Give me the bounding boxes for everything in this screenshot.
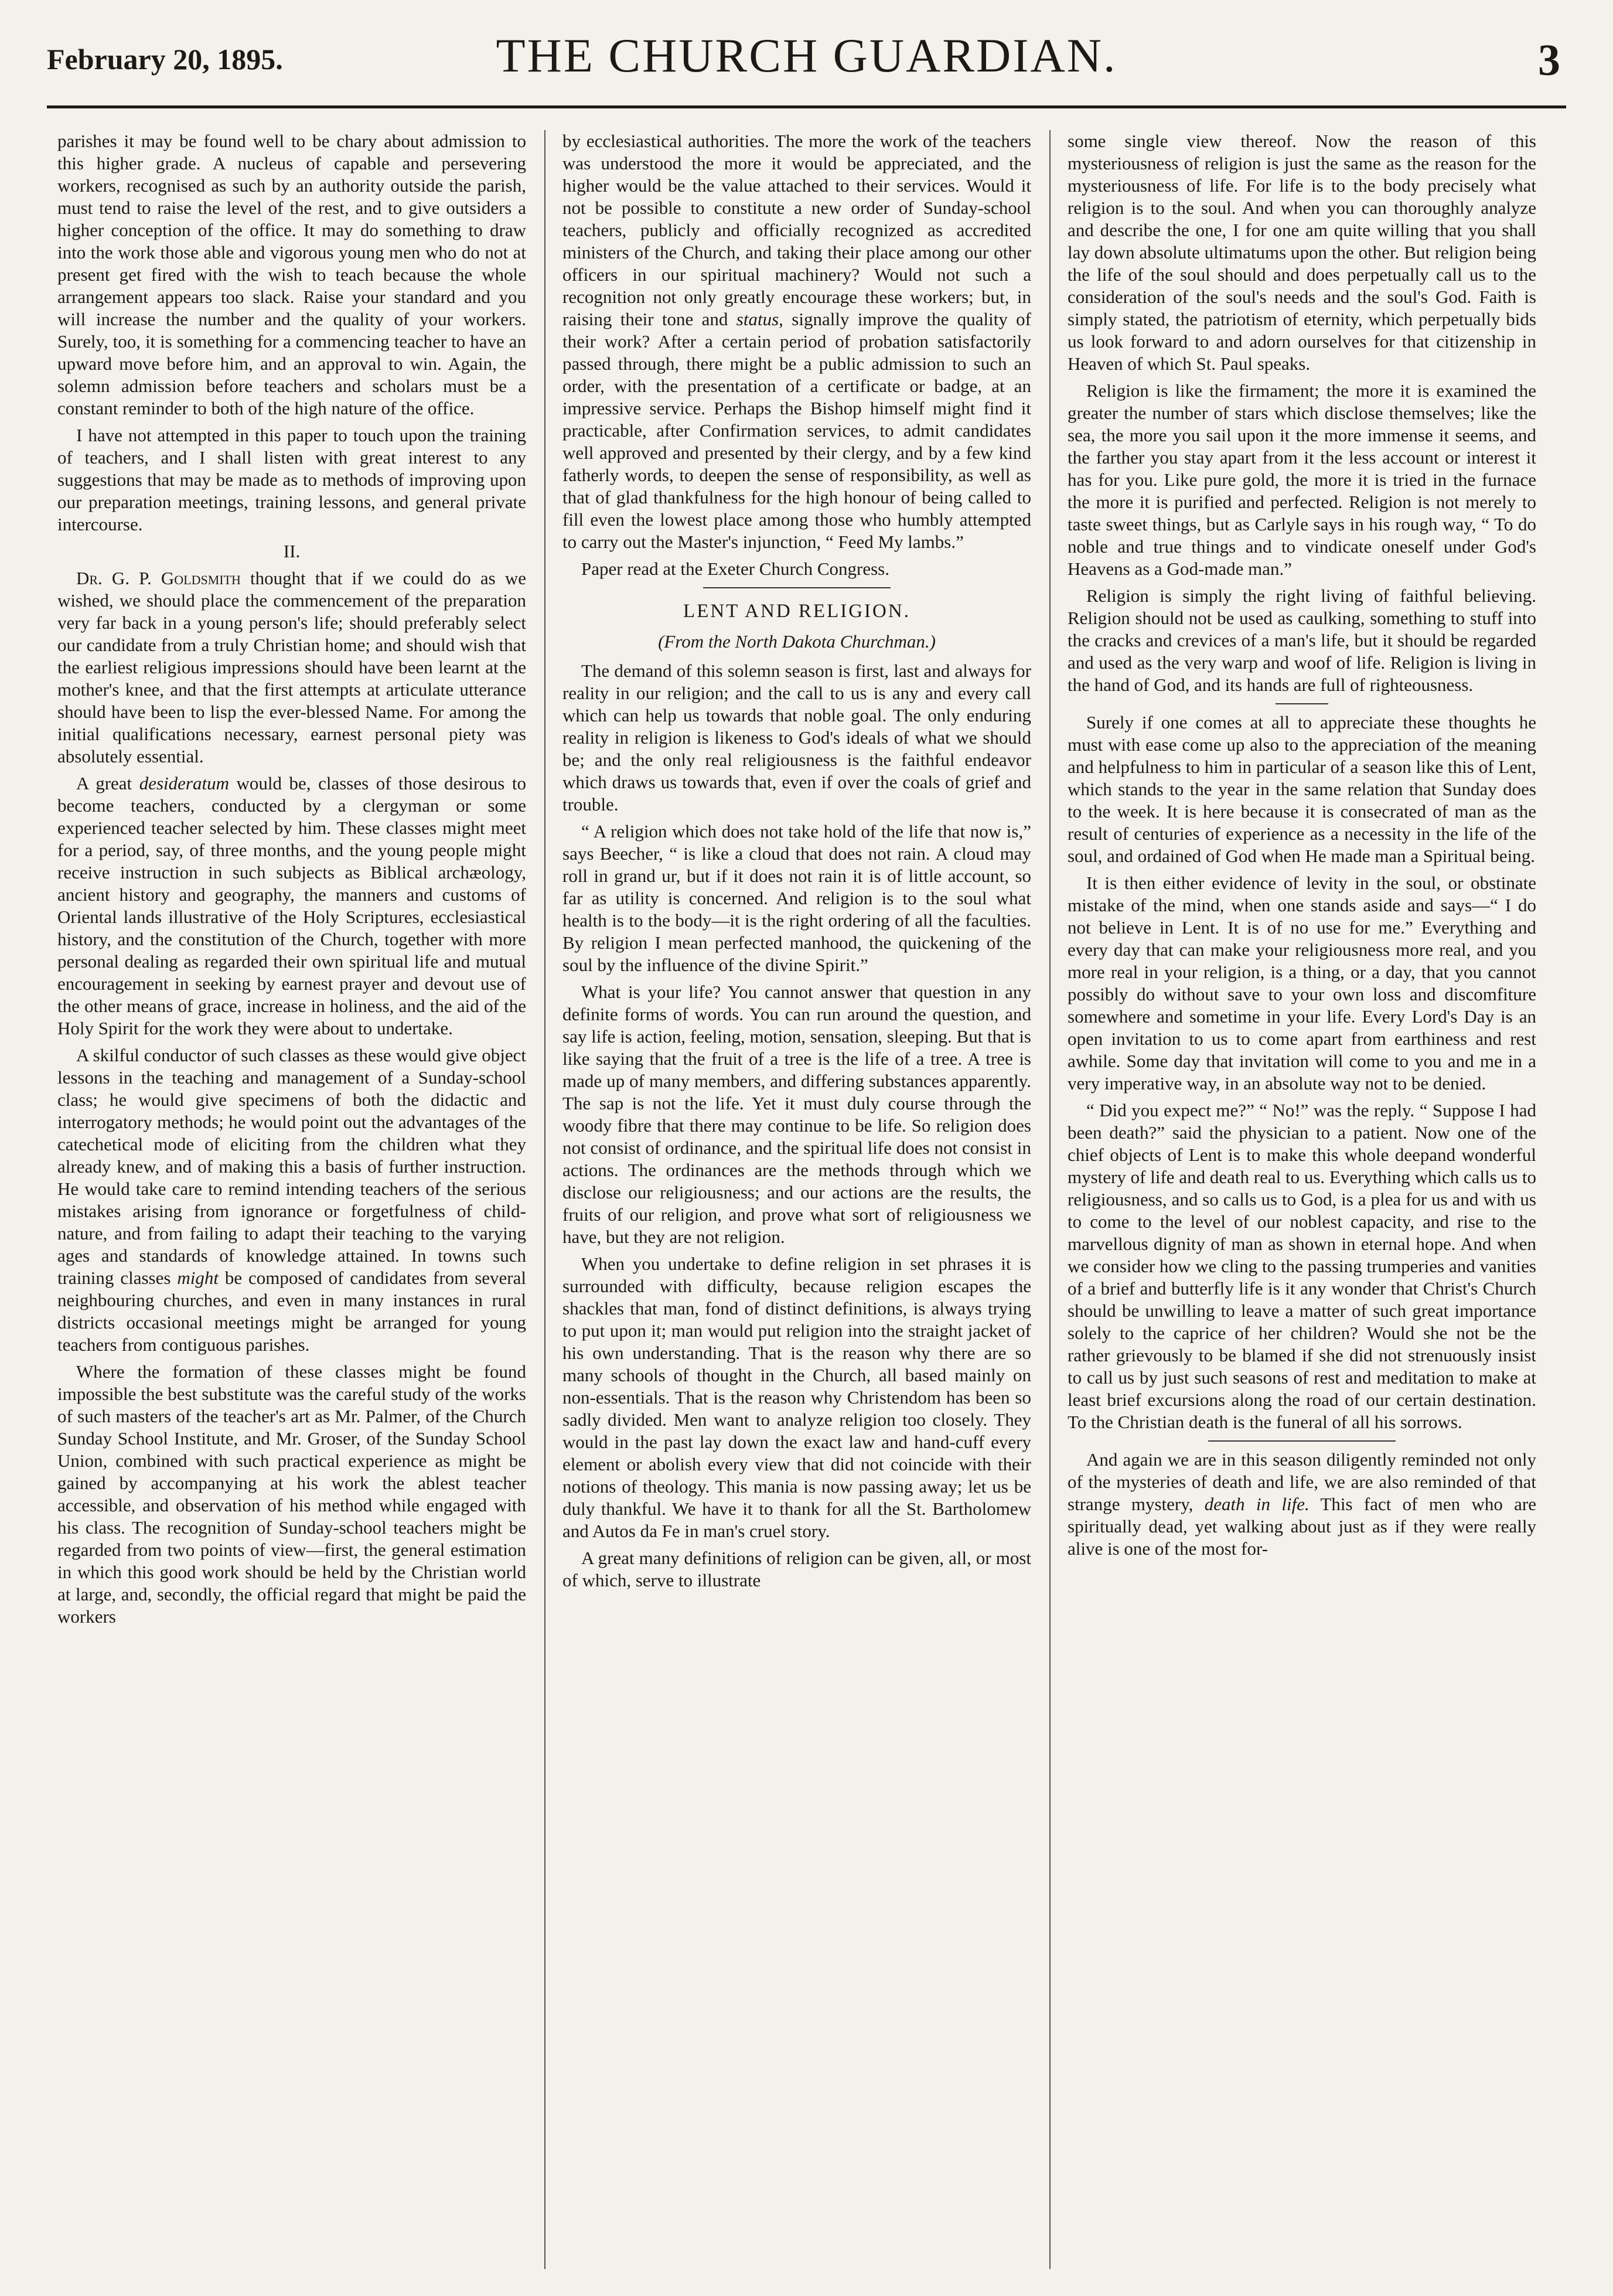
masthead: [47, 18, 1566, 123]
paragraph-text: thought that if we could do as we wished, we should place the commencement of the preparation very far back in a young person's life; should preferably select our candidate from a truly Christian home; and should wish that the earliest religious impressions should have been learnt at the mother's knee, and that the first attempts at articulate utterance should have been to lisp the ever-blessed Name. For among the initial qualifications necessary, earnest personal piety was absolutely essential.: [57, 568, 526, 767]
section-rule: [1208, 1440, 1396, 1442]
paragraph: Religion is like the firmament; the more it is examined the greater the number of stars which disclose themselves; like the sea, the more you sail upon it the more immense it seems, and the farther you stay apart from it the less account or interest it has for you. Like pure gold, the more it is tried in the furnace the more it is purified and perfected. Religion is not merely to taste sweet things, but as Carlyle says in his rough way, “ To do noble and true things and to vindicate oneself under God's Heavens as a God-made man.”: [1068, 380, 1536, 579]
page-number: 3: [1538, 36, 1560, 85]
paragraph: The demand of this solemn season is first, last and always for reality in our religion; and the call to us is any and every call which can help us towards that noble goal. The only enduring reality in religion is likeness to God's ideals of what we should be; and the only real religiousness is the faithful endeavor which draws us towards that, even if over the coals of grief and trouble.: [562, 660, 1031, 815]
issue-date: February 20, 1895.: [47, 43, 283, 76]
section-rule: [1276, 703, 1328, 704]
paragraph: “ Did you expect me?” “ No!” was the reply. “ Suppose I had been death?” said the physician to a patient. Now one of the chief objects of Lent is to make this whole deepand wonderful mystery of life and death real to us. Everything which calls us to religiousness, and so calls us to God, is a plea for us and with us to come to the level of our noblest capacity, and rise to the marvellous dignity of man as shown in eternal hope. And when we consider how we cling to the passing trumperies and vanities of a brief and butterfly life is it any wonder that Christ's Church should be unwilling to leave a matter of such great importance solely to the caprice of her children? Would she not be the rather grievously to be blamed if she did not strenuously insist to call us by just such seasons of rest and meditation to make at least brief excursions along the road of our certain destination. To the Christian death is the funeral of all his sorrows.: [1068, 1100, 1536, 1432]
paragraph: [57, 1044, 526, 1356]
column-2: [562, 130, 1031, 2275]
paragraph: [57, 772, 526, 1040]
paragraph: A great many definitions of religion can be given, all, or most of which, serve to illustrate: [562, 1548, 1031, 1590]
paragraph: I have not attempted in this paper to touch upon the training of teachers, and I shall listen with great interest to any suggestions that may be made as to methods of improving upon our preparation meetings, training lessons, and general private intercourse.: [57, 425, 526, 534]
section-number: II.: [283, 541, 301, 561]
paragraph: “ A religion which does not take hold of the life that now is,” says Beecher, “ is like a cloud that does not rain. A cloud may roll in grand ur, but if it does not rain it is of little account, so far as utility is concerned. And religion is to the soul what health is to the body—it is the right ordering of all the faculties. By religion I mean perfected manhood, the quickening of the soul by the influence of the divine Spirit.”: [562, 821, 1031, 975]
paragraph-text: A great: [76, 773, 139, 793]
column-divider: [1049, 130, 1051, 2269]
emphasis: might: [177, 1268, 219, 1288]
article-rule: [703, 587, 891, 588]
paragraph: When you undertake to define religion in set phrases it is surrounded with difficulty, because religion escapes the shackles that man, fond of distinct definitions, is always trying to put upon it; man would put religion into the straight jacket of his own understanding. That is the reason why there are so many schools of thought in the Church, all based mainly on non-essentials. That is the reason why Christendom has been so sadly divided. Men want to analyze religion too closely. They would in the past lay down the exact law and hand-cuff every element or abolish every view that did not coincide with their notions of theology. This mania is now passing away; let us be duly thankful. We have it to thank for all the St. Bartholomew and Autos da Fe in man's cruel story.: [562, 1253, 1031, 1541]
article-source: (From the North Dakota Churchman.): [658, 631, 936, 652]
column-1: [57, 130, 526, 2275]
paragraph-text: , signally improve the quality of their work? After a certain period of probation satisfactorily passed through, there might be a public admission to such an order, with the presentation of a certificate or badge, at an impressive service. Perhaps the Bishop himself might find it practicable, after Confirmation services, to admit candidates well approved and presented by their clergy, and by a few kind fatherly words, to deepen the sense of responsibility, as well as that of glad thankfulness for the high honour of being called to fill even the lowest place among those who humbly attempted to carry out the Master's injunction, “ Feed My lambs.”: [562, 309, 1031, 552]
emphasis: desideratum: [139, 773, 229, 793]
masthead-rule: [47, 105, 1566, 108]
paragraph: Religion is simply the right living of faithful believing. Religion should not be used as caulking, something to stuff into the cracks and crevices of a man's life, but it should be regarded and used as the very warp and woof of life. Religion is living in the hand of God, and its hands are full of righteousness.: [1068, 585, 1536, 695]
paragraph: What is your life? You cannot answer that question in any definite forms of words. You can run around the question, and say life is action, feeling, motion, sensation, sleeping. But that is like saying that the fruit of a tree is the life of a tree. A tree is made up of many members, and differing substances apparently. The sap is not the life. Yet it must duly course through the woody fibre that there may continue to be life. So religion does not consist of ordinance, and the spiritual life does not consist in actions. The ordinances are the methods through which we disclose our religiousness; and our actions are the results, the fruits of our religion, and prove what sort of religiousness we have, but they are not religion.: [562, 982, 1031, 1247]
paragraph: It is then either evidence of levity in the soul, or obstinate mistake of the mind, when one stands aside and says—“ I do not believe in Lent. It is of no use for me.” Everything and every day that can make your religiousness more real, and you more real in your religion, is a thing, or a day, that you cannot possibly do without save to your own loss and discomfiture somewhere and sometime in your life. Every Lord's Day is an open invitation to us to come apart from earthiness and rest awhile. Some day that invitation will come to you and me in a very imperative way, in an absolute way not to be denied.: [1068, 873, 1536, 1094]
column-3: [1068, 130, 1536, 2275]
paragraph: Where the formation of these classes might be found impossible the best substitute was the careful study of the works of such masters of the teacher's art as Mr. Palmer, of the Church Sunday School Institute, and Mr. Groser, of the Sunday School Union, combined with such practical experience as might be gained by accompanying at his work the ablest teacher accessible, and observation of his method while engaged with his class. The recognition of Sunday-school teachers might be regarded from two points of view—first, the general estimation in which this good work should be held by the Christian world at large, and, secondly, the official regard that might be paid the workers: [57, 1361, 526, 1627]
paragraph: parishes it may be found well to be chary about admission to this higher grade. A nucleus of capable and persevering workers, recognised as such by an authority outside the parish, must tend to raise the level of the rest, and to give outsiders a higher conception of the office. It may do something to draw into the work those able and vigorous young men who do not at present get fired with the wish to teach because the whole arrangement appears too slack. Raise your standard and you will increase the number and the quality of your workers. Surely, too, it is something for a commencing teacher to have an upward move before him, and an approval to win. Again, the solemn admission before teachers and scholars must be a constant reminder to both of the high nature of the office.: [57, 131, 526, 418]
paragraph-text: And again we are in this season diligently reminded not only of the mysteries of death and life, we are also reminded of that strange mystery,: [1068, 1449, 1536, 1514]
paragraph: [1068, 1449, 1536, 1560]
paragraph: [562, 130, 1031, 553]
paragraph-text: be composed of candidates from several neighbouring churches, and even in many instances in rural districts occasional meetings might be arranged for young teachers from contiguous parishes.: [57, 1268, 526, 1355]
paragraph: some single view thereof. Now the reason of this mysteriousness of religion is just the same as the reason for the mysteriousness of life. For life is to the body precisely what religion is to the soul. And when you can thoroughly analyze and describe the one, I for one am quite willing that you shall lay down absolute ultimatums upon the other. But religion being the life of the soul should and does perpetually call us to the consideration of the soul's needs and the soul's God. Faith is simply stated, the patriotism of eternity, which perpetually bids us look forward to and adorn ourselves for that citizenship in Heaven of which St. Paul speaks.: [1068, 131, 1536, 374]
column-divider: [544, 130, 545, 2269]
paragraph-text: by ecclesiastical authorities. The more the work of the teachers was understood the more it would be appreciated, and the higher would be the value attached to their services. Would it not be possible to constitute a new order of Sunday-school teachers, publicly and officially recognized as accredited ministers of the Church, and taking their place among our other officers in our spiritual machinery? Would not such a recognition not only greatly encourage these workers; but, in raising their tone and: [562, 131, 1031, 329]
newspaper-title: THE CHURCH GUARDIAN.: [496, 29, 1117, 82]
paragraph: Surely if one comes at all to appreciate these thoughts he must with ease come up also to the appreciation of the meaning and helpfulness to him in particular of a season like this of Lent, which stands to the year in the same relation that Sunday does to the week. It is here because it is consecrated of man as the result of centuries of experience as a necessity in the life of the soul, and ordained of God when He made man a Spiritual being.: [1068, 712, 1536, 866]
speaker-name: Dr. G. P. Goldsmith: [76, 568, 241, 588]
paragraph: Paper read at the Exeter Church Congress.: [581, 558, 889, 579]
paragraph: [57, 567, 526, 768]
article-heading: LENT AND RELIGION.: [683, 601, 910, 622]
emphasis: status: [736, 309, 779, 329]
emphasis: death in life.: [1204, 1494, 1310, 1514]
paragraph-text: A skilful conductor of such classes as these would give object lessons in the teaching and management of a Sunday-school class; he would give specimens of both the didactic and interrogatory methods; he would point out the advantages of the catechetical mode of eliciting from the children what they already knew, and of making this a basis of further instruction. He would take care to remind intending teachers of the serious mistakes arising from ignorance or forgetfulness of child-nature, and from failing to adapt their teaching to the varying ages and standards of knowledge attained. In towns such training classes: [57, 1045, 526, 1288]
paragraph-text: This fact of men who are spiritually dead, yet walking about just as if they were really alive is one of the most for-: [1068, 1494, 1536, 1559]
paragraph-text: would be, classes of those desirous to become teachers, conducted by a clergyman or some experienced teacher selected by him. These classes might meet for a period, say, of three months, and the young people might receive instruction in such subjects as Biblical archæology, ancient history and geography, the manners and customs of Oriental lands illustrative of the Holy Scriptures, ecclesiastical history, and the constitution of the Church, together with more personal dealing as regarded their own spiritual life and mutual encouragement in seeking by earnest prayer and devout use of the other means of grace, increase in holiness, and the aid of the Holy Spirit for the work they were about to undertake.: [57, 773, 526, 1038]
